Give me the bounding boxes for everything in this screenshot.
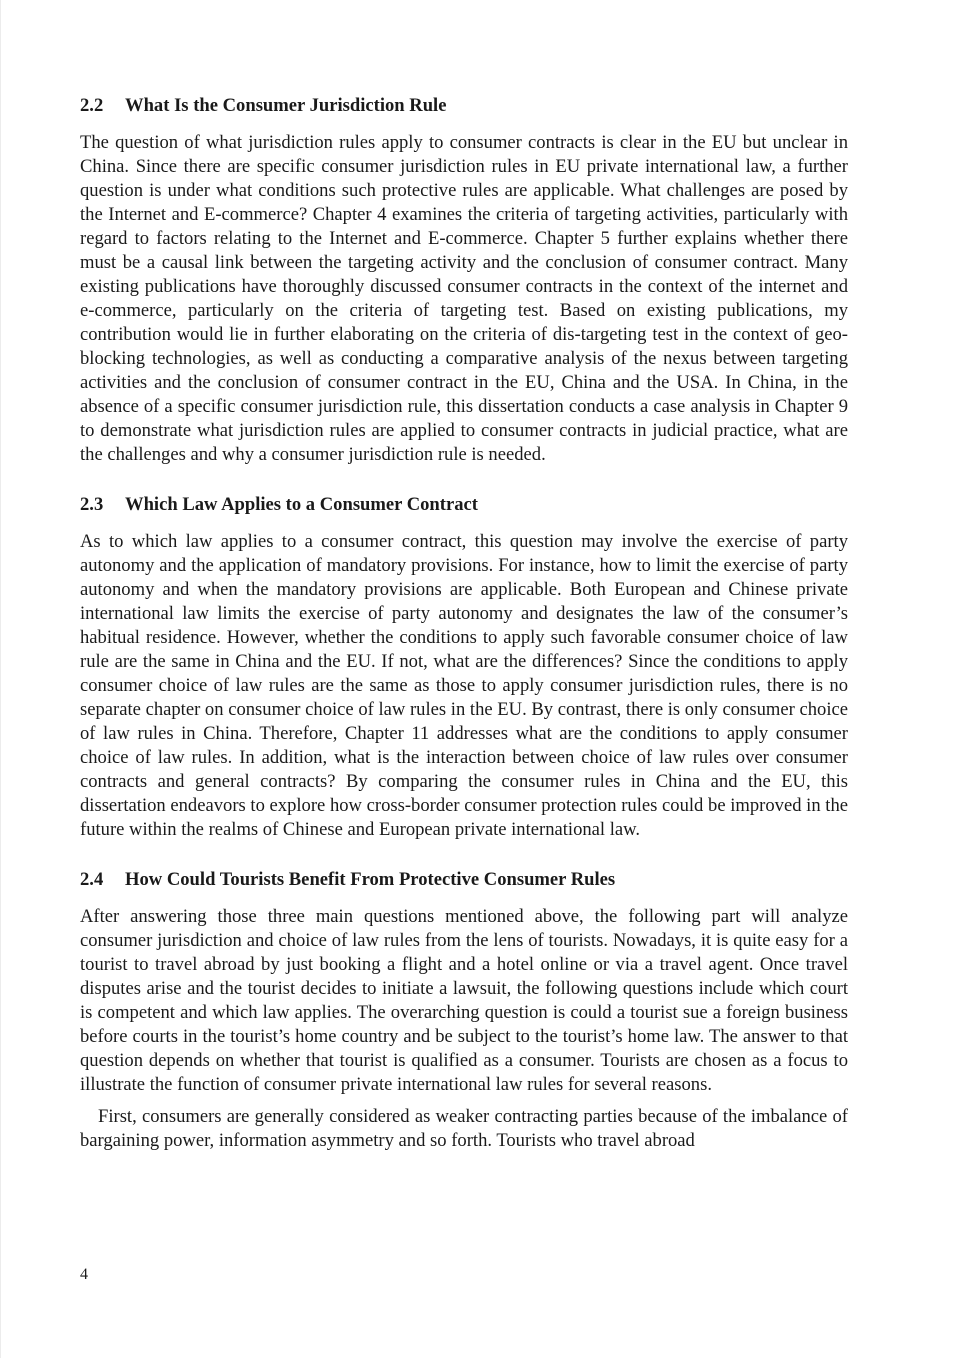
section-title: What Is the Consumer Jurisdiction Rule — [125, 95, 447, 116]
section-number: 2.4 — [80, 869, 104, 890]
section-number: 2.2 — [80, 95, 104, 116]
body-paragraph: After answering those three main questions mentioned above, the following part will analyze consumer jurisdiction and choice of law rules from the lens of tourists. Nowadays, it is quite easy for a tourist to travel abroad by just booking a flight and a hotel online or via a travel agent. Once travel disputes arise and the tourist decides to initiate a lawsuit, the following questions include which court is competent and which law applies. The overarching question is could a tourist sue a foreign business before courts in the tourist’s home country and be subject to the tourist’s home law. The answer to that question depends on whether that tourist is qualified as a consumer. Tourists are chosen as a focus to illustrate the function of consumer private international law rules for several reasons. — [80, 906, 848, 1095]
section-heading — [80, 868, 848, 892]
section-2-3 — [80, 493, 848, 842]
section-title: Which Law Applies to a Consumer Contract — [125, 494, 478, 515]
section-title: How Could Tourists Benefit From Protective Consumer Rules — [125, 869, 616, 890]
section-2-2 — [80, 94, 848, 467]
section-heading — [80, 94, 848, 118]
body-paragraph: The question of what jurisdiction rules apply to consumer contracts is clear in the EU but unclear in China. Since there are specific consumer jurisdiction rules in EU private international law, a further question is under what conditions such protective rules are applicable. What challenges are posed by the Internet and E-commerce? Chapter 4 examines the criteria of targeting activities, particularly with regard to factors relating to the Internet and E-commerce. Chapter 5 further explains whether there must be a causal link between the targeting activity and the conclusion of consumer contract. Many existing publications have thoroughly discussed consumer contracts in the context of the internet and e-commerce, particularly on the criteria of targeting test. Based on existing publications, my contribution would lie in further elaborating on the criteria of dis-targeting test in the context of geo-blocking technologies, as well as conducting a comparative analysis of the nexus between targeting activities and the conclusion of consumer contract in the EU, China and the USA. In China, in the absence of a specific consumer jurisdiction rule, this dissertation conducts a case analysis in Chapter 9 to demonstrate what jurisdiction rules are applied to consumer contracts in judicial practice, what are the challenges and why a consumer jurisdiction rule is needed. — [80, 132, 848, 465]
page-body — [80, 94, 848, 1153]
body-paragraph: First, consumers are generally considered as weaker contracting parties because of the imbalance of bargaining power, information asymmetry and so forth. Tourists who travel abroad — [80, 1106, 848, 1151]
section-number: 2.3 — [80, 494, 104, 515]
body-paragraph: As to which law applies to a consumer contract, this question may involve the exercise of party autonomy and the application of mandatory provisions. For instance, how to limit the exercise of party autonomy and when the mandatory provisions are applicable. Both European and Chinese private international law limits the exercise of party autonomy and designates the law of the consumer’s habitual residence. However, whether the conditions to apply such favorable consumer choice of law rule are the same in China and the EU. If not, what are the differences? Since the conditions to apply consumer choice of law rules are the same as those to apply consumer jurisdiction rules, there is no separate chapter on consumer choice of law rules in the EU. By contrast, there is only consumer choice of law rules in China. Therefore, Chapter 11 addresses what are the conditions to apply consumer choice of law rules. In addition, what is the interaction between choice of law rules over consumer contracts and general contracts? By comparing the consumer rules in China and the EU, this dissertation endeavors to explore how cross-border consumer protection rules could be improved in the future within the realms of Chinese and European private international law. — [80, 531, 848, 840]
section-heading — [80, 493, 848, 517]
page-number: 4 — [80, 1266, 88, 1283]
section-2-4 — [80, 868, 848, 1153]
